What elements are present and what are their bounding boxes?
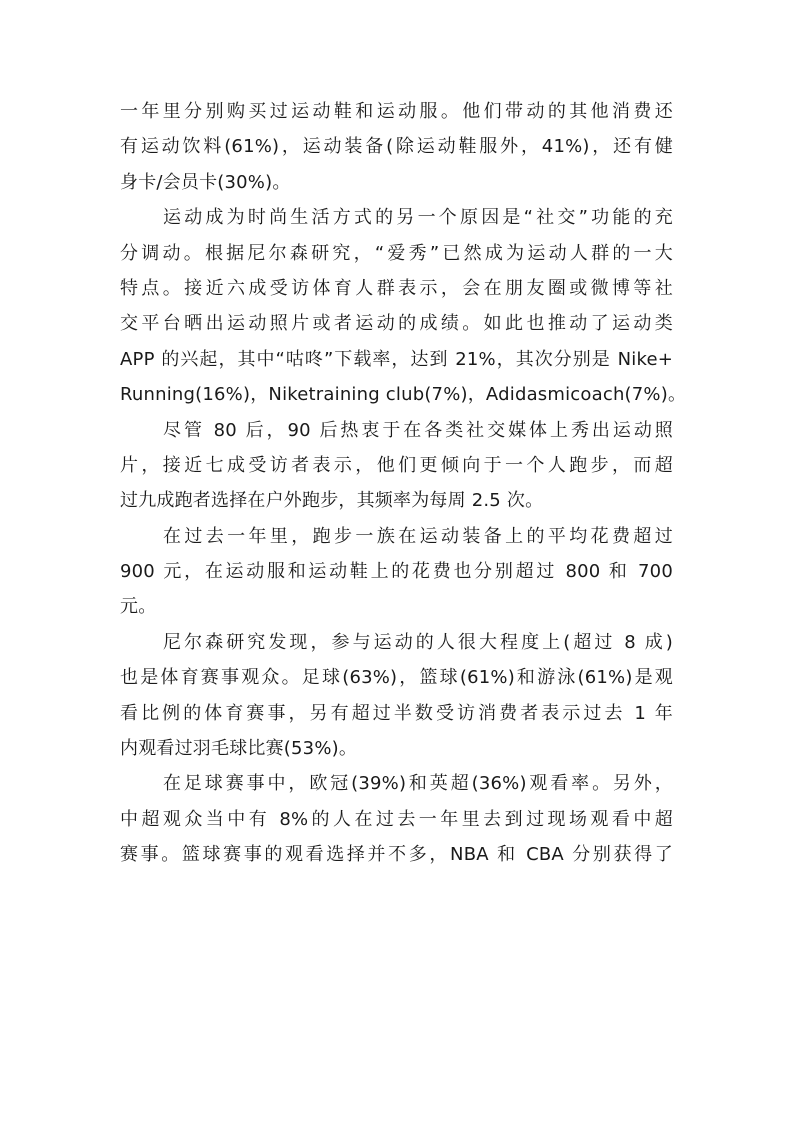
paragraph-1-line-2: 有运动饮料(61%)，运动装备(除运动鞋服外，41%)，还有健 xyxy=(120,136,673,158)
paragraph-3-line-2: 片，接近七成受访者表示，他们更倾向于一个人跑步，而超 xyxy=(120,454,673,476)
paragraph-6-line-3: 赛事。篮球赛事的观看选择并不多，NBA 和 CBA 分别获得了 xyxy=(120,844,673,866)
paragraph-4-line-2: 900 元，在运动服和运动鞋上的花费也分别超过 800 和 700 xyxy=(120,561,673,583)
paragraph-4-line-1: 在过去一年里，跑步一族在运动装备上的平均花费超过 xyxy=(163,525,673,547)
paragraph-2-line-4: 交平台晒出运动照片或者运动的成绩。如此也推动了运动类 xyxy=(120,313,673,335)
paragraph-3-line-1: 尽管 80 后，90 后热衷于在各类社交媒体上秀出运动照 xyxy=(163,419,673,441)
paragraph-6-line-2: 中超观众当中有 8%的人在过去一年里去到过现场观看中超 xyxy=(120,808,673,830)
paragraph-2-line-2: 分调动。根据尼尔森研究，“爱秀”已然成为运动人群的一大 xyxy=(120,242,673,264)
paragraph-4-line-3: 元。 xyxy=(120,596,157,618)
paragraph-5-line-1: 尼尔森研究发现，参与运动的人很大程度上(超过 8 成) xyxy=(163,631,673,653)
paragraph-5-line-4: 内观看过羽毛球比赛(53%)。 xyxy=(120,738,358,760)
paragraph-5-line-3: 看比例的体育赛事，另有超过半数受访消费者表示过去 1 年 xyxy=(120,702,673,724)
paragraph-2-line-1: 运动成为时尚生活方式的另一个原因是“社交”功能的充 xyxy=(163,207,673,229)
paragraph-2-line-3: 特点。接近六成受访体育人群表示，会在朋友圈或微博等社 xyxy=(120,277,673,299)
paragraph-3-line-3: 过九成跑者选择在户外跑步，其频率为每周 2.5 次。 xyxy=(120,490,544,512)
paragraph-1-line-3: 身卡/会员卡(30%)。 xyxy=(120,171,291,193)
paragraph-1-line-1: 一年里分别购买过运动鞋和运动服。他们带动的其他消费还 xyxy=(120,101,673,122)
paragraph-2-line-5: APP 的兴起，其中“咕咚”下载率，达到 21%，其次分别是 Nike+ xyxy=(120,348,673,370)
document-body xyxy=(120,94,687,873)
paragraph-2-line-6: Running(16%)，Niketraining club(7%)，Adidasmicoach(7%)。 xyxy=(120,384,687,406)
paragraph-6-line-1: 在足球赛事中，欧冠(39%)和英超(36%)观看率。另外， xyxy=(163,773,673,795)
paragraph-5-line-2: 也是体育赛事观众。足球(63%)，篮球(61%)和游泳(61%)是观 xyxy=(120,667,673,689)
